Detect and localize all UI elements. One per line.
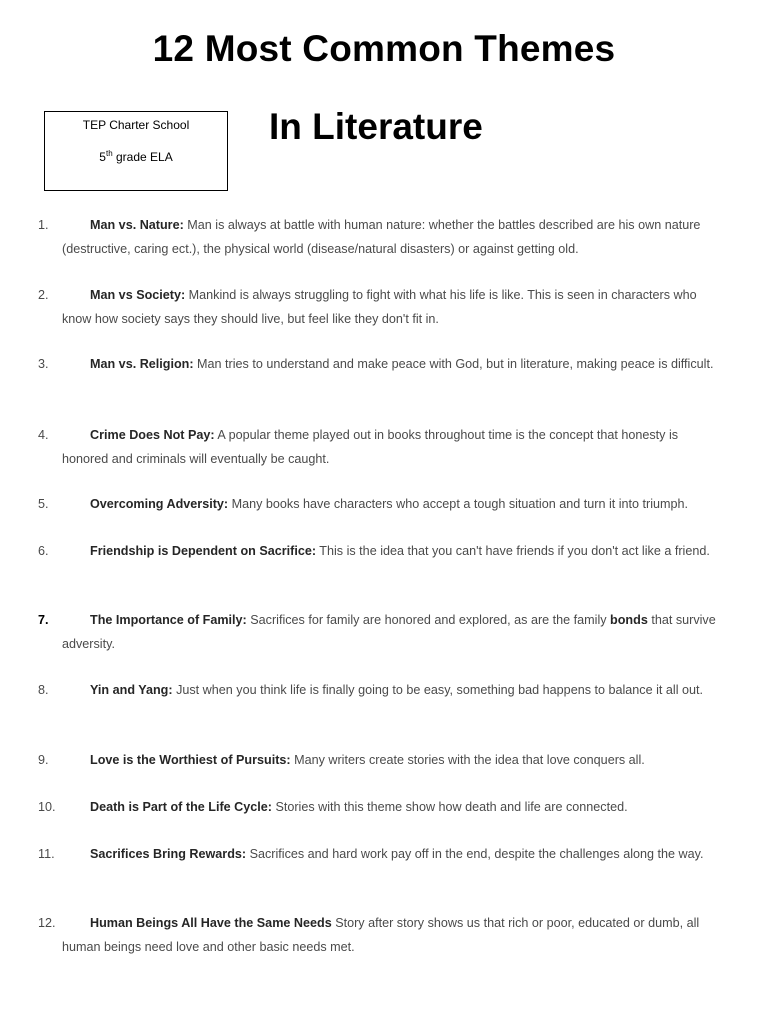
theme-number: 8. (38, 683, 49, 697)
theme-item-4 (38, 424, 722, 471)
theme-text (62, 609, 722, 656)
theme-item-1 (38, 214, 722, 261)
theme-text (62, 796, 722, 820)
theme-heading: Sacrifices Bring Rewards: (90, 847, 247, 861)
theme-item-9 (38, 749, 722, 773)
grade-label: grade ELA (112, 150, 173, 164)
theme-number: 12. (38, 916, 56, 930)
theme-body: Just when you think life is finally going to be easy, something bad happens to balance it all out. (172, 683, 704, 697)
theme-item-10 (38, 796, 722, 820)
theme-item-11 (38, 843, 722, 867)
theme-text (62, 540, 722, 564)
theme-body: Sacrifices for family are honored and explored, as are the family (246, 613, 611, 627)
theme-text (62, 912, 722, 959)
theme-body: Many books have characters who accept a tough situation and turn it into triumph. (228, 497, 689, 511)
theme-item-7 (38, 609, 722, 656)
theme-item-12 (38, 912, 722, 959)
theme-number: 6. (38, 544, 49, 558)
theme-heading: Man vs Society: (90, 288, 186, 302)
theme-item-2 (38, 284, 722, 331)
theme-heading: Man vs. Religion: (90, 357, 194, 371)
theme-text (62, 679, 722, 703)
theme-item-5 (38, 493, 722, 517)
theme-number: 1. (38, 218, 49, 232)
theme-body-after: that survive adversity. (62, 613, 716, 651)
theme-number: 5. (38, 497, 49, 511)
theme-body: This is the idea that you can't have friends if you don't act like a friend. (316, 544, 710, 558)
theme-number: 10. (38, 800, 56, 814)
theme-number: 9. (38, 753, 49, 767)
school-name: TEP Charter School (82, 118, 190, 132)
theme-body: Man tries to understand and make peace with God, but in literature, making peace is difficult. (193, 357, 714, 371)
grade-suffix: th (105, 149, 113, 158)
theme-text (62, 493, 722, 517)
page-title-line-1: 12 Most Common Themes (152, 28, 616, 69)
theme-heading: Love is the Worthiest of Pursuits: (90, 753, 291, 767)
theme-number: 7. (38, 613, 49, 627)
theme-body: A popular theme played out in books throughout time is the concept that honesty is honored and criminals will eventually be caught. (62, 428, 679, 466)
theme-emphasis: bonds (610, 613, 648, 627)
theme-heading: Overcoming Adversity: (90, 497, 229, 511)
theme-heading: Death is Part of the Life Cycle: (90, 800, 272, 814)
theme-body: Man is always at battle with human nature: whether the battles described are his own nature (destructive, caring ect.), the physical world (disease/natural disasters) or against getting old. (62, 218, 701, 256)
theme-number: 4. (38, 428, 49, 442)
page-title-line-2: In Literature (269, 106, 483, 147)
theme-heading: Crime Does Not Pay: (90, 428, 215, 442)
theme-text (62, 749, 722, 773)
theme-body: Mankind is always struggling to fight with what his life is like. This is seen in characters who know how society says they should live, but feel like they don't fit in. (62, 288, 697, 326)
theme-heading: Human Beings All Have the Same Needs (90, 916, 332, 930)
grade-number: 5 (99, 150, 106, 164)
theme-item-3 (38, 353, 722, 377)
theme-heading: The Importance of Family: (90, 613, 247, 627)
theme-item-6 (38, 540, 722, 564)
theme-item-8 (38, 679, 722, 703)
theme-heading: Man vs. Nature: (90, 218, 184, 232)
theme-body: Story after story shows us that rich or poor, educated or dumb, all human beings need love and other basic needs met. (62, 916, 700, 954)
theme-number: 2. (38, 288, 49, 302)
theme-number: 3. (38, 357, 49, 371)
theme-body: Many writers create stories with the idea that love conquers all. (290, 753, 645, 767)
theme-heading: Friendship is Dependent on Sacrifice: (90, 544, 317, 558)
theme-text (62, 284, 722, 331)
theme-text (62, 424, 722, 471)
theme-heading: Yin and Yang: (90, 683, 173, 697)
theme-text (62, 843, 722, 867)
theme-body: Sacrifices and hard work pay off in the end, despite the challenges along the way. (246, 847, 704, 861)
theme-text (62, 214, 722, 261)
theme-text (62, 353, 722, 377)
theme-body: Stories with this theme show how death and life are connected. (271, 800, 628, 814)
theme-number: 11. (38, 847, 55, 861)
